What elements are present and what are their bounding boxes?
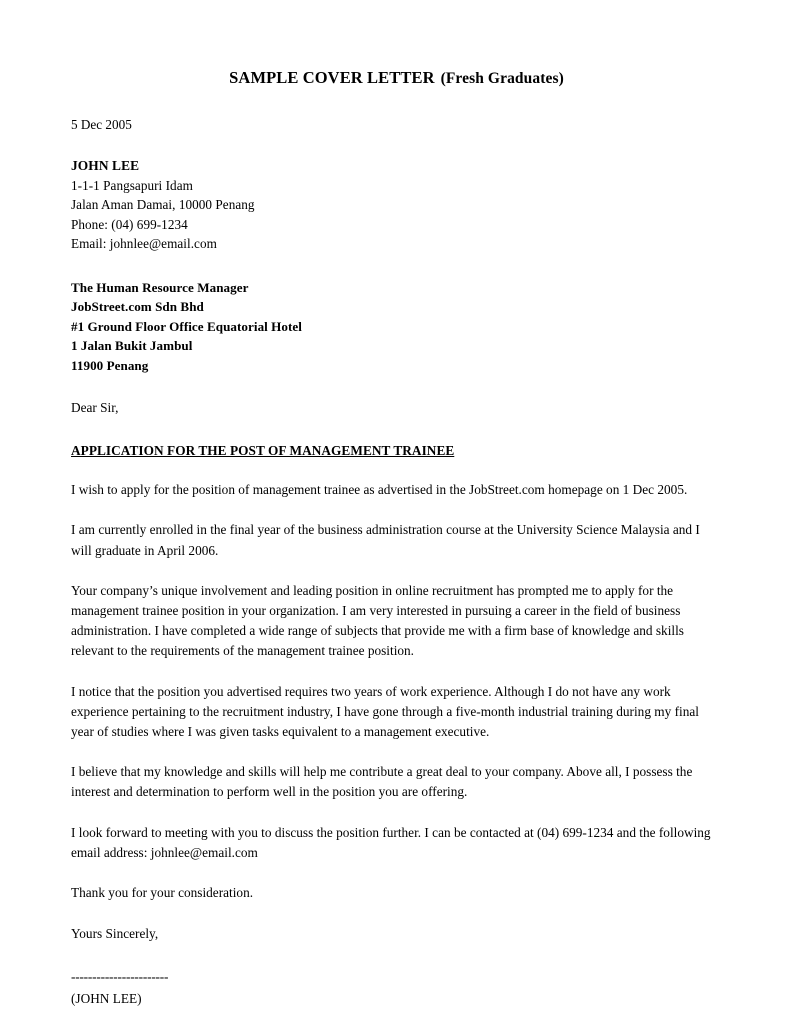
page-title-suffix: (Fresh Graduates): [440, 70, 564, 87]
salutation: Dear Sir,: [71, 399, 119, 415]
letter-body: [71, 68, 714, 1007]
signature-rule: -----------------------: [71, 969, 169, 985]
sender-address-line-2: Jalan Aman Damai, 10000 Penang: [71, 197, 255, 213]
sender-email: Email: johnlee@email.com: [71, 236, 217, 252]
body-paragraph-6: I look forward to meeting with you to discuss the position further. I can be contacted at (04) 699-1234 and the following email address: johnlee@email.com: [71, 824, 711, 860]
recipient-line-1: The Human Resource Manager: [71, 280, 249, 296]
sender-name: JOHN LEE: [71, 157, 140, 173]
recipient-line-4: 1 Jalan Bukit Jambul: [71, 338, 193, 354]
body-paragraph-4: I notice that the position you advertised requires two years of work experience. Although I do not have any work experience pertaining to the recruitment industry, I have gone through a five-month industrial training during my final year of studies where I was given tasks equivalent to a management executive.: [71, 683, 699, 739]
letter-date: 5 Dec 2005: [71, 116, 132, 132]
page-title-main: SAMPLE COVER LETTER: [229, 68, 435, 87]
sender-address-line-1: 1-1-1 Pangsapuri Idam: [71, 177, 193, 193]
sender-phone: Phone: (04) 699-1234: [71, 216, 188, 232]
recipient-line-5: 11900 Penang: [71, 357, 149, 373]
subject-line-wrap: [71, 418, 714, 461]
signature-name: (JOHN LEE): [71, 990, 142, 1006]
recipient-line-3: #1 Ground Floor Office Equatorial Hotel: [71, 318, 302, 334]
sender-address-block: [71, 156, 714, 254]
body-paragraph-1: I wish to apply for the position of management trainee as advertised in the JobStreet.com homepage on 1 Dec 2005.: [71, 482, 688, 498]
page-title: [79, 68, 714, 89]
body-paragraph-2: I am currently enrolled in the final year of the business administration course at the University Science Malaysia and I will graduate in April 2006.: [71, 522, 700, 558]
body-paragraph-3: Your company’s unique involvement and leading position in online recruitment has prompted me to apply for the management trainee position in your organization. I am very interested in pursuing a career in the field of business administration. I have completed a wide range of subjects that provide me with a firm base of knowledge and skills relevant to the requirements of the management trainee position.: [71, 582, 684, 659]
closing-sincerely: Yours Sincerely,: [71, 925, 159, 941]
recipient-line-2: JobStreet.com Sdn Bhd: [71, 299, 204, 315]
recipient-address-block: [71, 278, 714, 375]
closing-thanks: Thank you for your consideration.: [71, 884, 254, 900]
body-paragraph-5: I believe that my knowledge and skills will help me contribute a great deal to your company. Above all, I possess the interest and determination to perform well in the position you are offering.: [71, 764, 693, 800]
subject-line: APPLICATION FOR THE POST OF MANAGEMENT TRAINEE: [71, 442, 455, 458]
